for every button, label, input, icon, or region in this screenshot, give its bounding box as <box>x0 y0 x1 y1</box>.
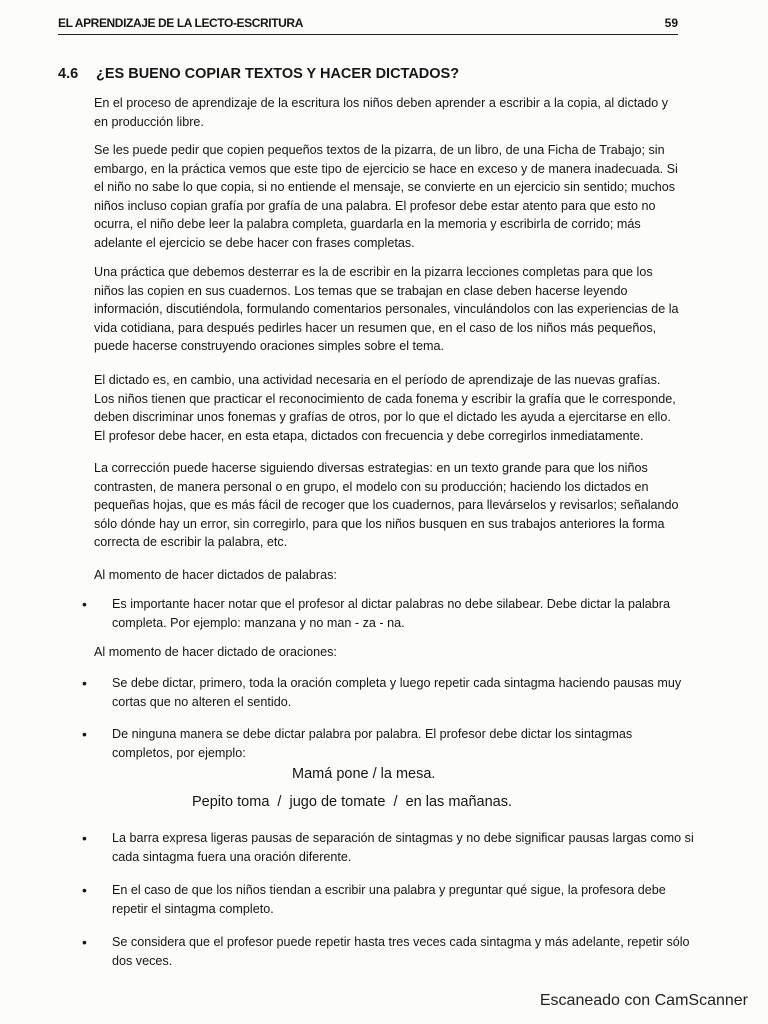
bullet-icon: • <box>82 726 87 742</box>
section-title: ¿ES BUENO COPIAR TEXTOS Y HACER DICTADOS? <box>96 66 460 82</box>
bullet-icon: • <box>82 830 87 846</box>
example-sentence: Pepito toma / jugo de tomate / en las mañanas. <box>192 794 512 810</box>
list-item-text: La barra expresa ligeras pausas de separación de sintagmas y no debe significar pausas largas como si cada sintagma fuera una oración diferente. <box>112 831 694 864</box>
paragraph: La corrección puede hacerse siguiendo diversas estrategias: en un texto grande para que los niños contrasten, de manera personal o en grupo, el modelo con su producción; haciendo los dictados en pequeñas hojas, que es más fácil de recoger que los cuadernos, para llevárselos y revisarlos; señalando sólo dónde hay un error, sin corregirlo, para que los niños busquen en sus trabajos anteriores la forma correcta de escribir la palabra, etc. <box>94 461 679 549</box>
bullet-icon: • <box>82 596 87 612</box>
page-number: 59 <box>664 16 678 30</box>
bullet-icon: • <box>82 675 87 691</box>
paragraph: El dictado es, en cambio, una actividad necesaria en el período de aprendizaje de las nuevas grafías. Los niños tienen que practicar el reconocimiento de cada fonema y escribir la grafía que le corresponde, deben discriminar unos fonemas y grafías de otros, por lo que el dictado les ayuda a ejercitarse en ello. El profesor debe hacer, en esta etapa, dictados con frecuencia y debe corregirlos inmediatamente. <box>94 373 676 443</box>
bullet-icon: • <box>82 934 87 950</box>
section-number: 4.6 <box>58 66 79 82</box>
paragraph: Una práctica que debemos desterrar es la de escribir en la pizarra lecciones completas para que los niños las copien en sus cuadernos. Los temas que se trabajan en clase deben hacerse leyendo información, discutiéndola, formulando comentarios personales, vinculándolos con las experiencias de la vida cotidiana, para después pedirles hacer un resumen que, en el caso de los niños más pequeños, puede hacerse construyendo oraciones simples sobre el tema. <box>94 265 679 353</box>
list-item-text: Se debe dictar, primero, toda la oración completa y luego repetir cada sintagma haciendo pausas muy cortas que no alteren el sentido. <box>112 676 682 709</box>
list-item-text: En el caso de que los niños tiendan a escribir una palabra y preguntar qué sigue, la profesora debe repetir el sintagma completo. <box>112 883 666 916</box>
example-sentence: Mamá pone / la mesa. <box>292 766 436 782</box>
running-header <box>58 14 678 35</box>
words-dictation-intro: Al momento de hacer dictados de palabras: <box>94 568 337 582</box>
list-item-text: Es importante hacer notar que el profesor al dictar palabras no debe silabear. Debe dictar la palabra completa. Por ejemplo: manzana y no man - za - na. <box>112 597 670 630</box>
sentences-dictation-intro: Al momento de hacer dictado de oraciones: <box>94 645 337 659</box>
running-title: EL APRENDIZAJE DE LA LECTO-ESCRITURA <box>58 16 303 30</box>
paragraph: Se les puede pedir que copien pequeños textos de la pizarra, de un libro, de una Ficha de Trabajo; sin embargo, en la práctica vemos que este tipo de ejercicio se hace en exceso y de manera inadecuada. Si el niño no sabe lo que copia, si no entiende el mensaje, se convierte en un ejercicio sin sentido; muchos niños incluso copian grafía por grafía de una palabra. El profesor debe estar atento para que esto no ocurra, el niño debe leer la palabra completa, guardarla en la memoria y escribirla de corrido; más adelante el ejercicio se debe hacer con frases completas. <box>94 143 678 250</box>
list-item-text: Se considera que el profesor puede repetir hasta tres veces cada sintagma y más adelante, repetir sólo dos veces. <box>112 935 690 968</box>
scanner-watermark: Escaneado con CamScanner <box>539 992 748 1009</box>
list-item-text: De ninguna manera se debe dictar palabra por palabra. El profesor debe dictar los sintagmas completos, por ejemplo: <box>112 727 633 760</box>
section-heading <box>58 66 698 82</box>
paragraph: En el proceso de aprendizaje de la escritura los niños deben aprender a escribir a la copia, al dictado y en producción libre. <box>94 96 669 129</box>
bullet-icon: • <box>82 882 87 898</box>
